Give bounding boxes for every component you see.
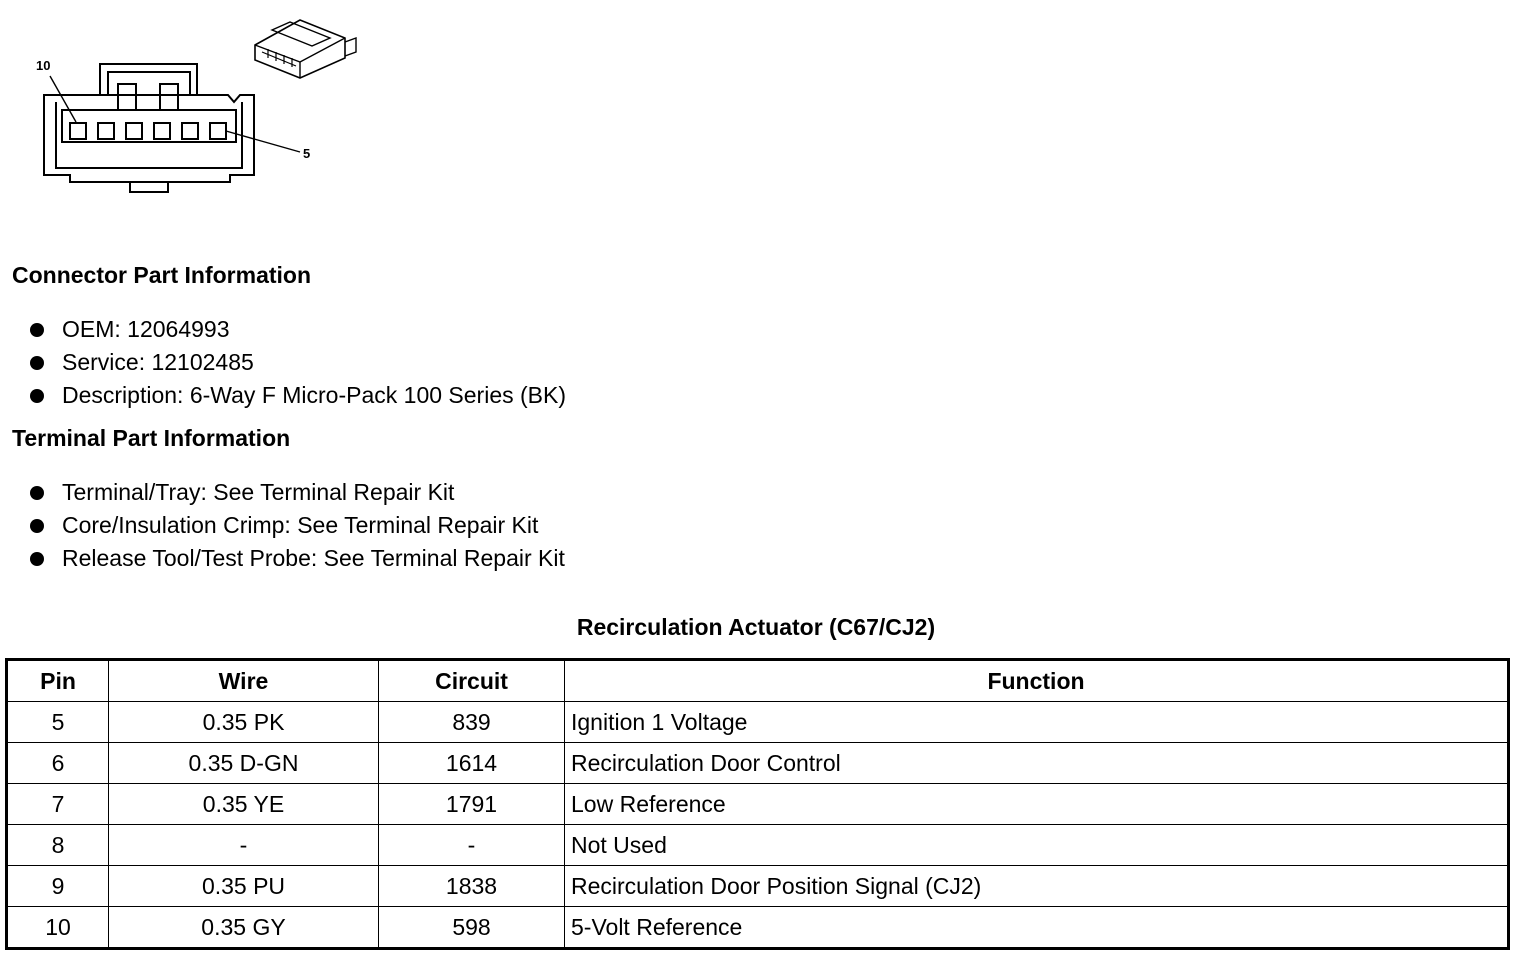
cell-wire: 0.35 D-GN xyxy=(109,743,379,784)
connector-part-list xyxy=(28,313,566,412)
connector-diagram xyxy=(0,0,380,210)
cell-function: Recirculation Door Position Signal (CJ2) xyxy=(565,866,1509,907)
header-wire: Wire xyxy=(109,660,379,702)
cell-pin: 9 xyxy=(7,866,109,907)
cell-wire: 0.35 YE xyxy=(109,784,379,825)
cell-wire: 0.35 PK xyxy=(109,702,379,743)
cell-function: Recirculation Door Control xyxy=(565,743,1509,784)
table-row xyxy=(7,825,1509,866)
pinout-table xyxy=(5,658,1510,950)
header-function: Function xyxy=(565,660,1509,702)
cell-circuit: - xyxy=(379,825,565,866)
cell-pin: 10 xyxy=(7,907,109,949)
cell-pin: 7 xyxy=(7,784,109,825)
table-row xyxy=(7,743,1509,784)
cell-pin: 5 xyxy=(7,702,109,743)
cell-function: 5-Volt Reference xyxy=(565,907,1509,949)
terminal-part-heading: Terminal Part Information xyxy=(12,425,291,451)
cell-wire: - xyxy=(109,825,379,866)
cell-circuit: 839 xyxy=(379,702,565,743)
list-item: Description: 6-Way F Micro-Pack 100 Series (BK) xyxy=(28,379,566,412)
list-item: OEM: 12064993 xyxy=(28,313,566,346)
list-item: Terminal/Tray: See Terminal Repair Kit xyxy=(28,476,565,509)
cell-wire: 0.35 PU xyxy=(109,866,379,907)
connector-part-heading: Connector Part Information xyxy=(12,262,312,288)
list-item: Service: 12102485 xyxy=(28,346,566,379)
cell-function: Not Used xyxy=(565,825,1509,866)
table-row xyxy=(7,784,1509,825)
header-circuit: Circuit xyxy=(379,660,565,702)
table-title: Recirculation Actuator (C67/CJ2) xyxy=(576,614,936,640)
table-row xyxy=(7,866,1509,907)
cell-wire: 0.35 GY xyxy=(109,907,379,949)
table-row xyxy=(7,907,1509,949)
table-row xyxy=(7,702,1509,743)
cell-circuit: 1838 xyxy=(379,866,565,907)
pin-label-10: 10 xyxy=(36,58,51,73)
cell-pin: 6 xyxy=(7,743,109,784)
cell-circuit: 1614 xyxy=(379,743,565,784)
list-item: Release Tool/Test Probe: See Terminal Repair Kit xyxy=(28,542,565,575)
cell-circuit: 598 xyxy=(379,907,565,949)
cell-circuit: 1791 xyxy=(379,784,565,825)
pin-label-5: 5 xyxy=(303,146,311,161)
header-pin: Pin xyxy=(7,660,109,702)
cell-pin: 8 xyxy=(7,825,109,866)
table-header-row xyxy=(7,660,1509,702)
cell-function: Ignition 1 Voltage xyxy=(565,702,1509,743)
terminal-part-list xyxy=(28,476,565,575)
list-item: Core/Insulation Crimp: See Terminal Repair Kit xyxy=(28,509,565,542)
cell-function: Low Reference xyxy=(565,784,1509,825)
